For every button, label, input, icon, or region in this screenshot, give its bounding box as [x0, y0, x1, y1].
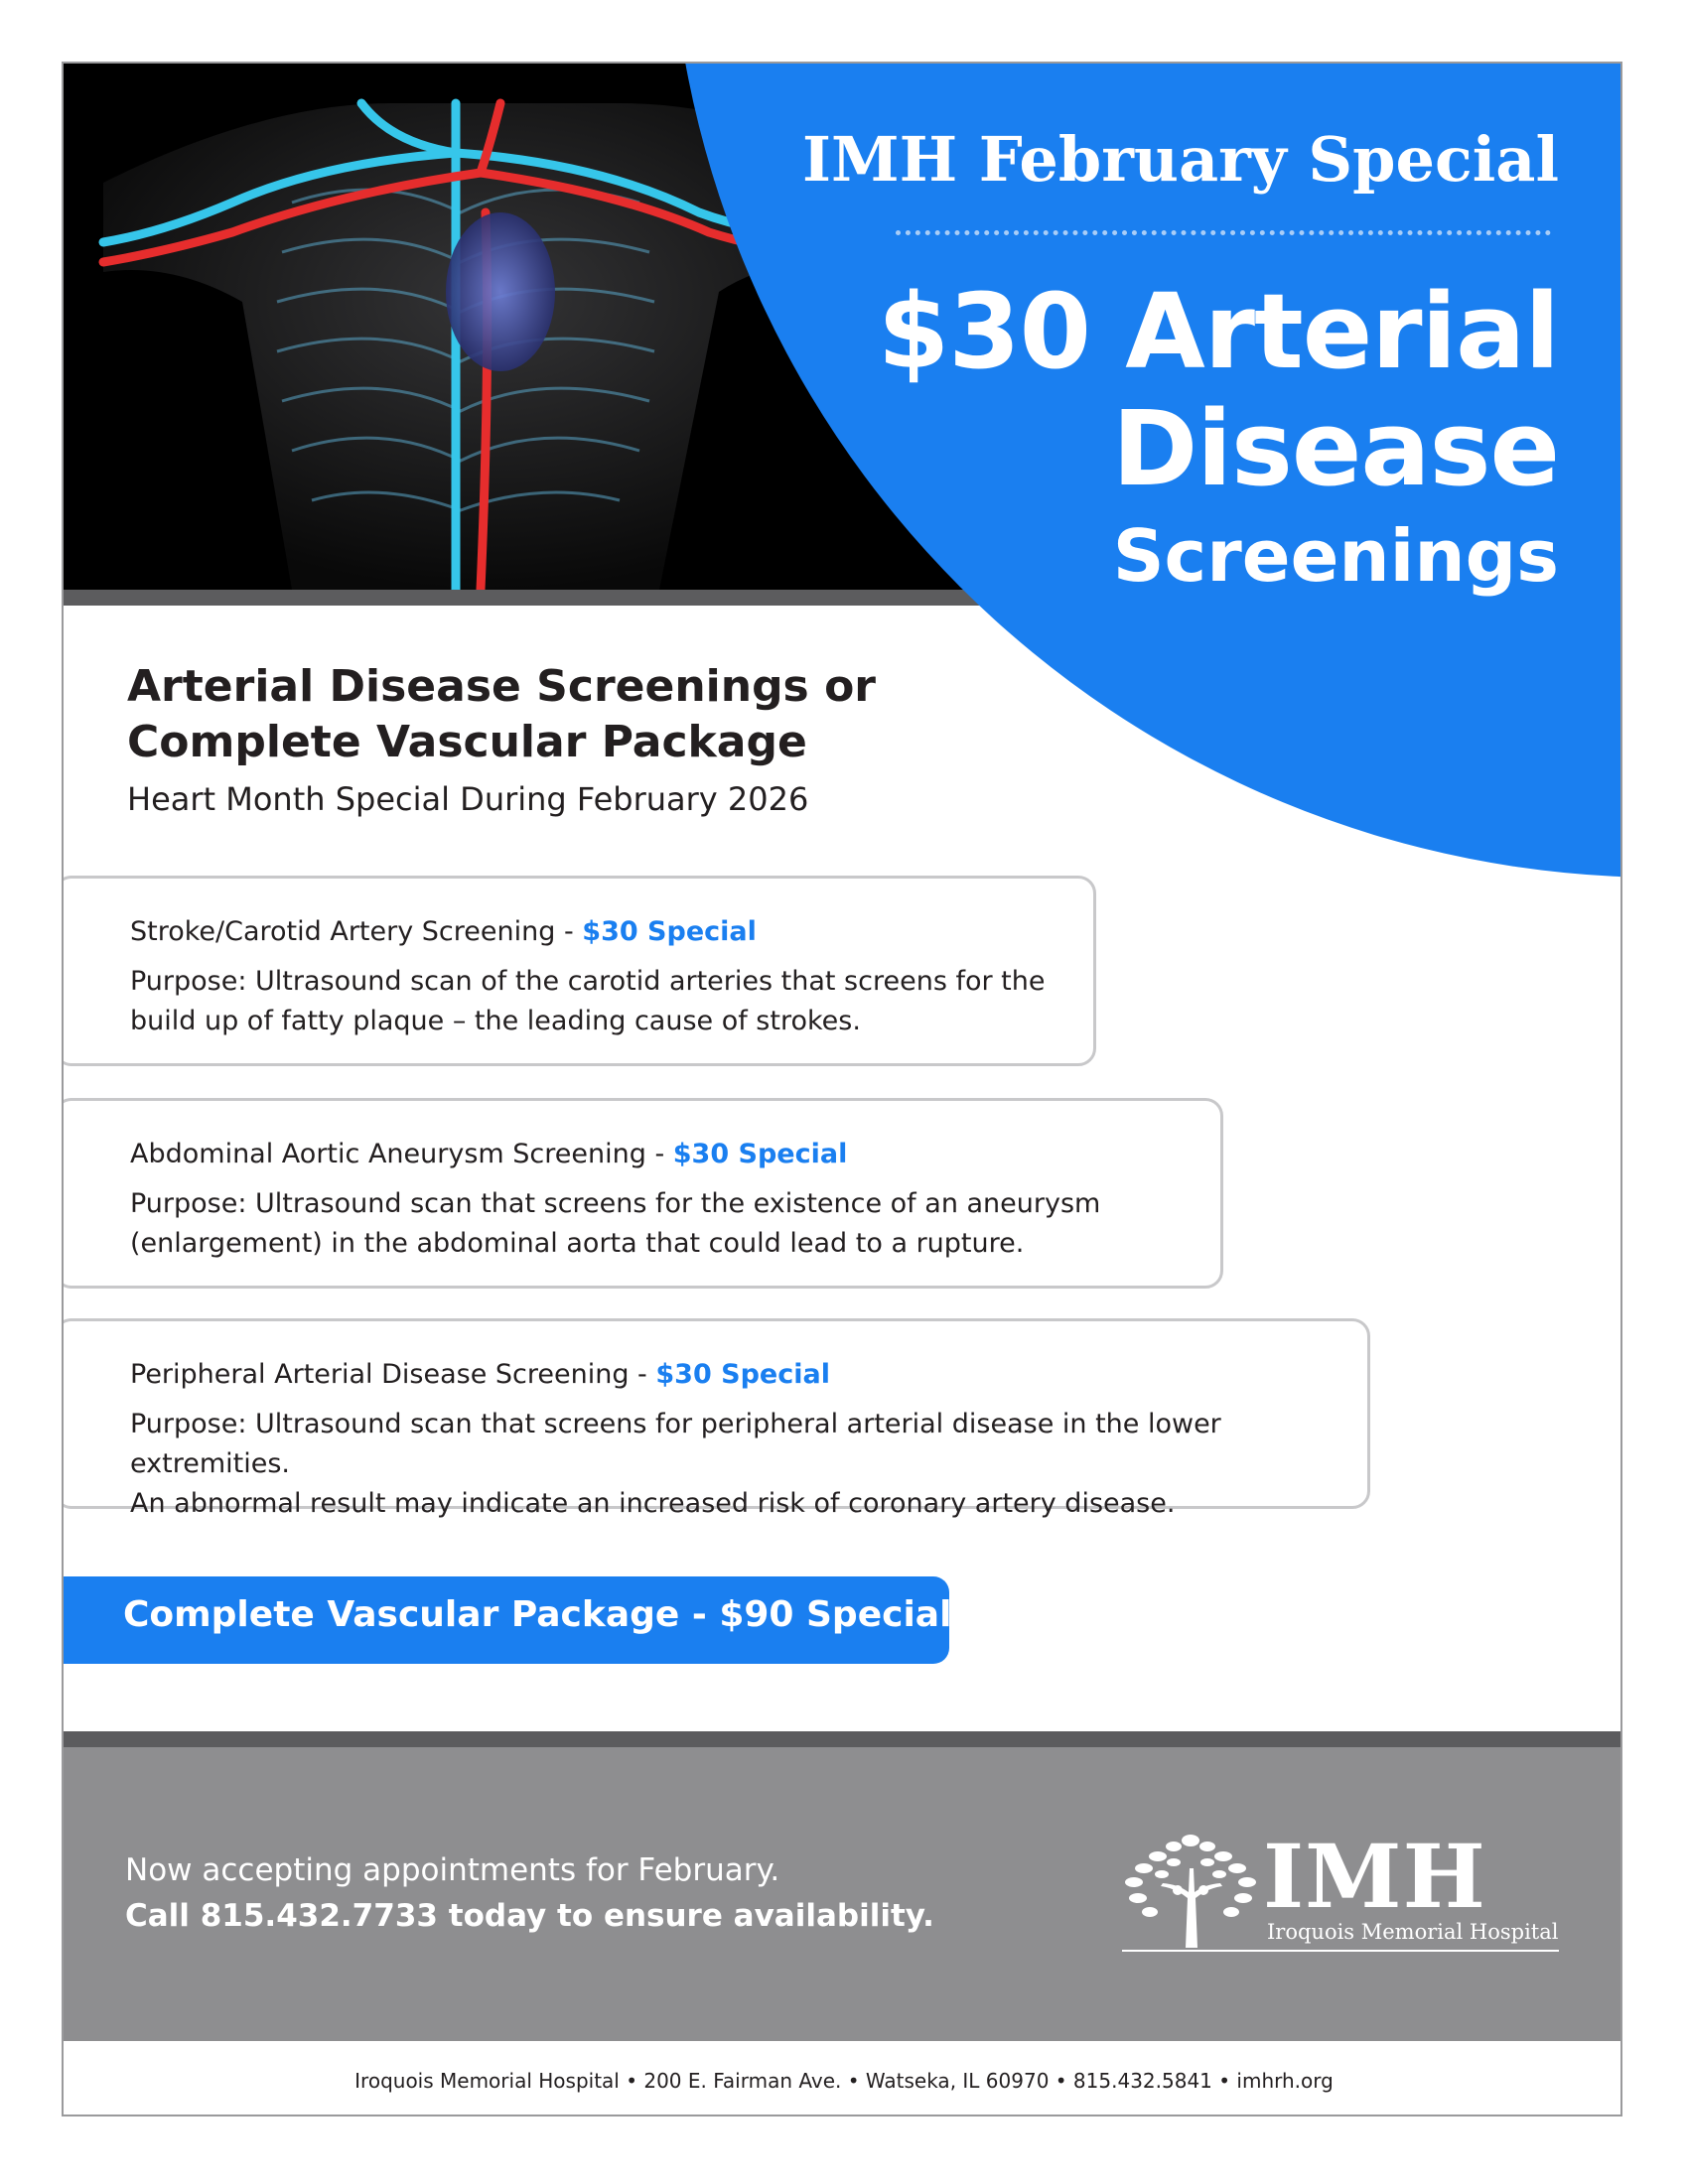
screening-title: [130, 1139, 847, 1169]
footer-divider-bar: [64, 1731, 1622, 1747]
screening-name: Abdominal Aortic Aneurysm Screening -: [130, 1139, 673, 1169]
logo-underline: [1122, 1950, 1559, 1952]
screening-title: [130, 916, 757, 947]
flyer: [62, 62, 1622, 2116]
screening-name: Peripheral Arterial Disease Screening -: [130, 1359, 656, 1390]
intro-title-line-1: Arterial Disease Screenings or: [127, 661, 876, 712]
screening-card-carotid: [62, 876, 1096, 1066]
headline-line-1: $30 Arterial: [877, 271, 1559, 392]
screening-description-line: Purpose: Ultrasound scan that screens for peripheral arterial disease in the lower extremities.: [130, 1409, 1221, 1479]
cta-line-2: Call 815.432.7733 today to ensure availability.: [125, 1898, 934, 1934]
headline: [878, 272, 1559, 606]
screening-card-aortic: [62, 1098, 1223, 1289]
cta-line-1: Now accepting appointments for February.: [125, 1852, 780, 1888]
screening-price: $30 Special: [672, 1139, 848, 1169]
screening-description-line: build up of fatty plaque – the leading cause of strokes.: [130, 1006, 861, 1036]
screening-name: Stroke/Carotid Artery Screening -: [130, 916, 583, 947]
special-label: IMH February Special: [801, 123, 1559, 196]
imh-logo: [1116, 1825, 1563, 1958]
footer-address: Iroquois Memorial Hospital • 200 E. Fairman Ave. • Watseka, IL 60970 • 815.432.5841 • imhrh.org: [354, 2069, 1334, 2093]
screening-description-line: (enlargement) in the abdominal aorta that could lead to a rupture.: [130, 1228, 1025, 1259]
screening-description-line: Purpose: Ultrasound scan of the carotid arteries that screens for the: [130, 966, 1046, 997]
screening-price: $30 Special: [582, 916, 757, 947]
intro-subtitle: Heart Month Special During February 2026: [127, 780, 809, 818]
screening-description-line: An abnormal result may indicate an increased risk of coronary artery disease.: [130, 1488, 1176, 1519]
intro-title-line-2: Complete Vascular Package: [127, 717, 807, 767]
headline-line-3: Screenings: [1112, 514, 1559, 598]
screening-description-line: Purpose: Ultrasound scan that screens for the existence of an aneurysm: [130, 1188, 1101, 1219]
logo-wordmark: IMH: [1263, 1825, 1486, 1928]
screening-card-peripheral: [62, 1318, 1370, 1519]
vascular-package-label: Complete Vascular Package - $90 Special: [123, 1594, 952, 1635]
screening-description: [130, 1184, 1100, 1264]
vascular-package-banner: [64, 1576, 952, 1664]
tree-icon: [1116, 1829, 1265, 1952]
screening-description: [130, 962, 1045, 1041]
screening-description: [130, 1405, 1367, 1524]
screening-price: $30 Special: [655, 1359, 830, 1390]
dotted-divider: [896, 230, 1551, 235]
screening-title: [130, 1359, 830, 1390]
logo-hospital-name: Iroquois Memorial Hospital: [1267, 1920, 1559, 1944]
intro-title: [127, 659, 876, 770]
headline-line-2: Disease: [1111, 388, 1559, 509]
